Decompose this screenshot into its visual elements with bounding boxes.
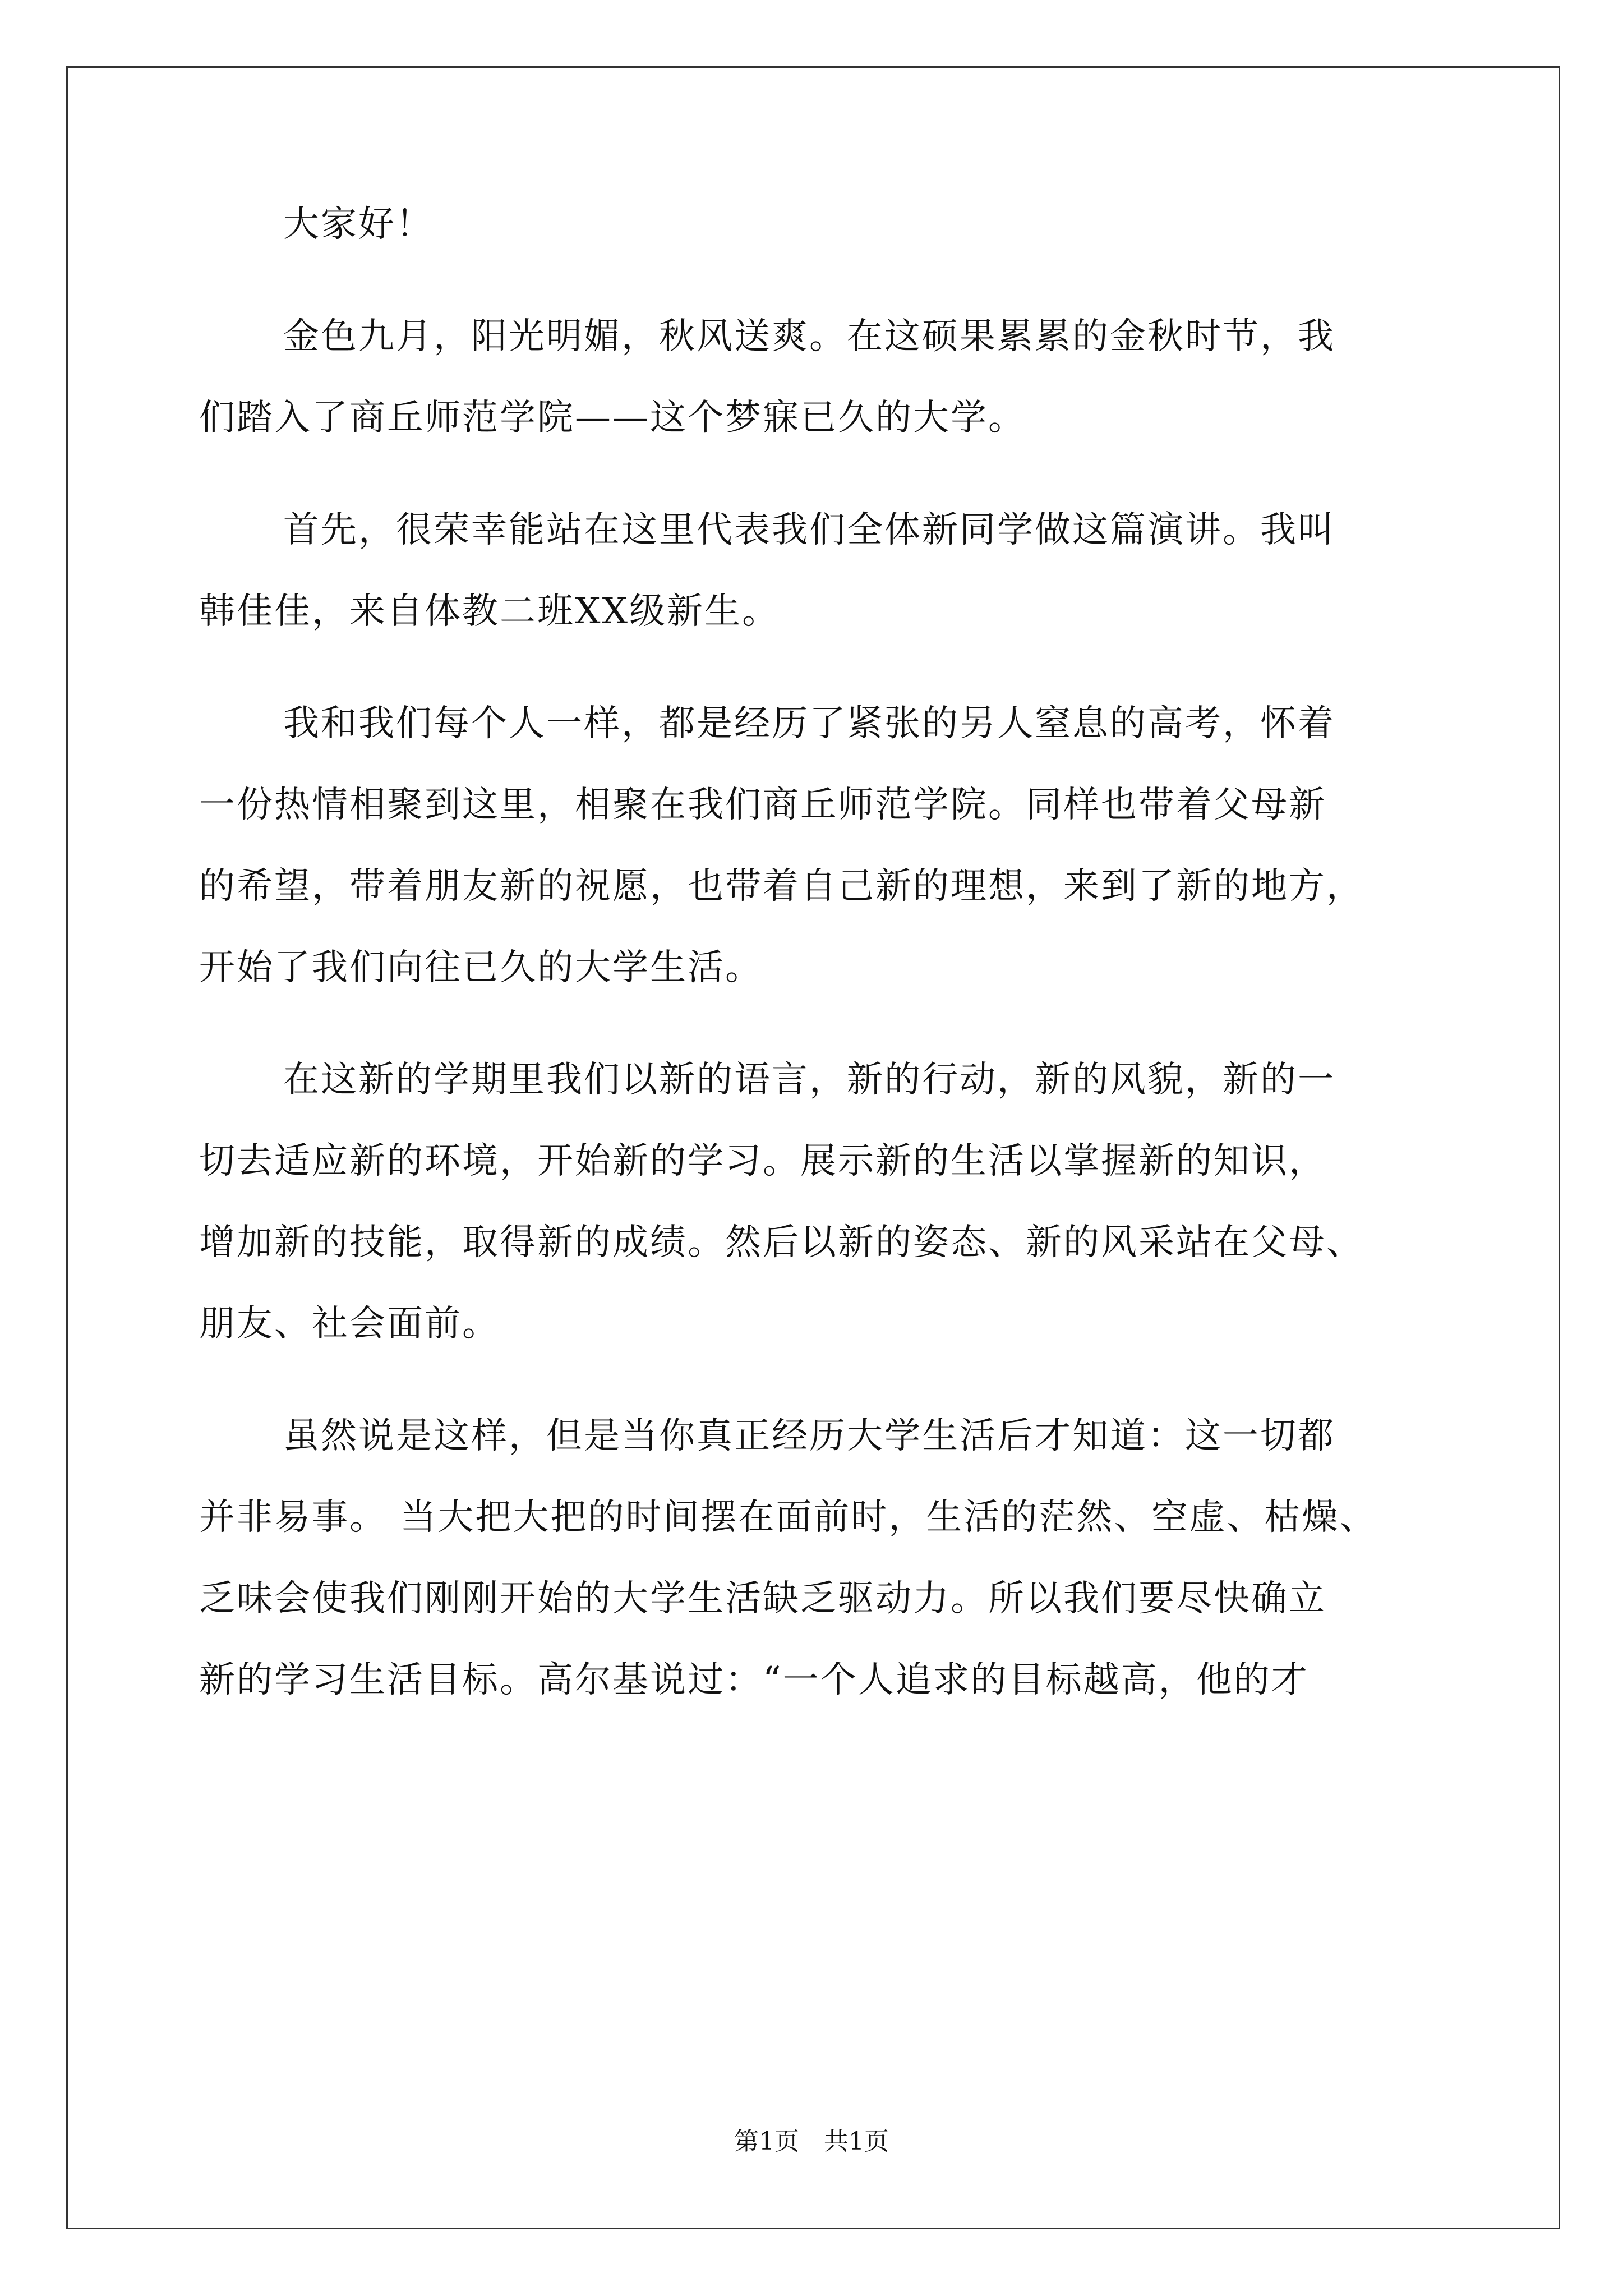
paragraph-1-line-2: 们踏入了商丘师范学院——这个梦寐已久的大学。 xyxy=(199,397,1026,439)
paragraph-3-line-2: 一份热情相聚到这里，相聚在我们商丘师范学院。同样也带着父母新 xyxy=(199,784,1326,826)
paragraph-5-line-3: 乏味会使我们刚刚开始的大学生活缺乏驱动力。所以我们要尽快确立 xyxy=(199,1578,1326,1619)
paragraph-3-line-1: 我和我们每个人一样，都是经历了紧张的另人窒息的高考，怀着 xyxy=(283,703,1335,744)
paragraph-1-line-1: 金色九月，阳光明媚，秋风送爽。在这硕果累累的金秋时节，我 xyxy=(283,316,1335,357)
paragraph-2-line-1: 首先，很荣幸能站在这里代表我们全体新同学做这篇演讲。我叫 xyxy=(283,509,1335,551)
paragraph-5-line-2: 并非易事。 当大把大把的时间摆在面前时，生活的茫然、空虚、枯燥、 xyxy=(199,1497,1377,1538)
paragraph-4-line-2: 切去适应新的环境，开始新的学习。展示新的生活以掌握新的知识， xyxy=(199,1140,1326,1182)
page-footer: 第1页 共1页 xyxy=(734,2127,889,2156)
paragraph-4-line-1: 在这新的学期里我们以新的语言，新的行动，新的风貌，新的一 xyxy=(283,1059,1335,1101)
paragraph-5-line-1: 虽然说是这样，但是当你真正经历大学生活后才知道：这一切都 xyxy=(283,1415,1335,1457)
salutation: 大家好！ xyxy=(283,204,434,245)
paragraph-4-line-4: 朋友、社会面前。 xyxy=(199,1303,500,1345)
paragraph-2-line-2: 韩佳佳，来自体教二班XX级新生。 xyxy=(199,591,780,632)
paragraph-3-line-3: 的希望，带着朋友新的祝愿，也带着自己新的理想，来到了新的地方， xyxy=(199,866,1364,907)
paragraph-3-line-4: 开始了我们向往已久的大学生活。 xyxy=(199,947,763,988)
paragraph-4-line-3: 增加新的技能，取得新的成绩。然后以新的姿态、新的风采站在父母、 xyxy=(199,1222,1364,1263)
paragraph-5-line-4: 新的学习生活目标。高尔基说过：“一个人追求的目标越高，他的才 xyxy=(199,1659,1309,1701)
